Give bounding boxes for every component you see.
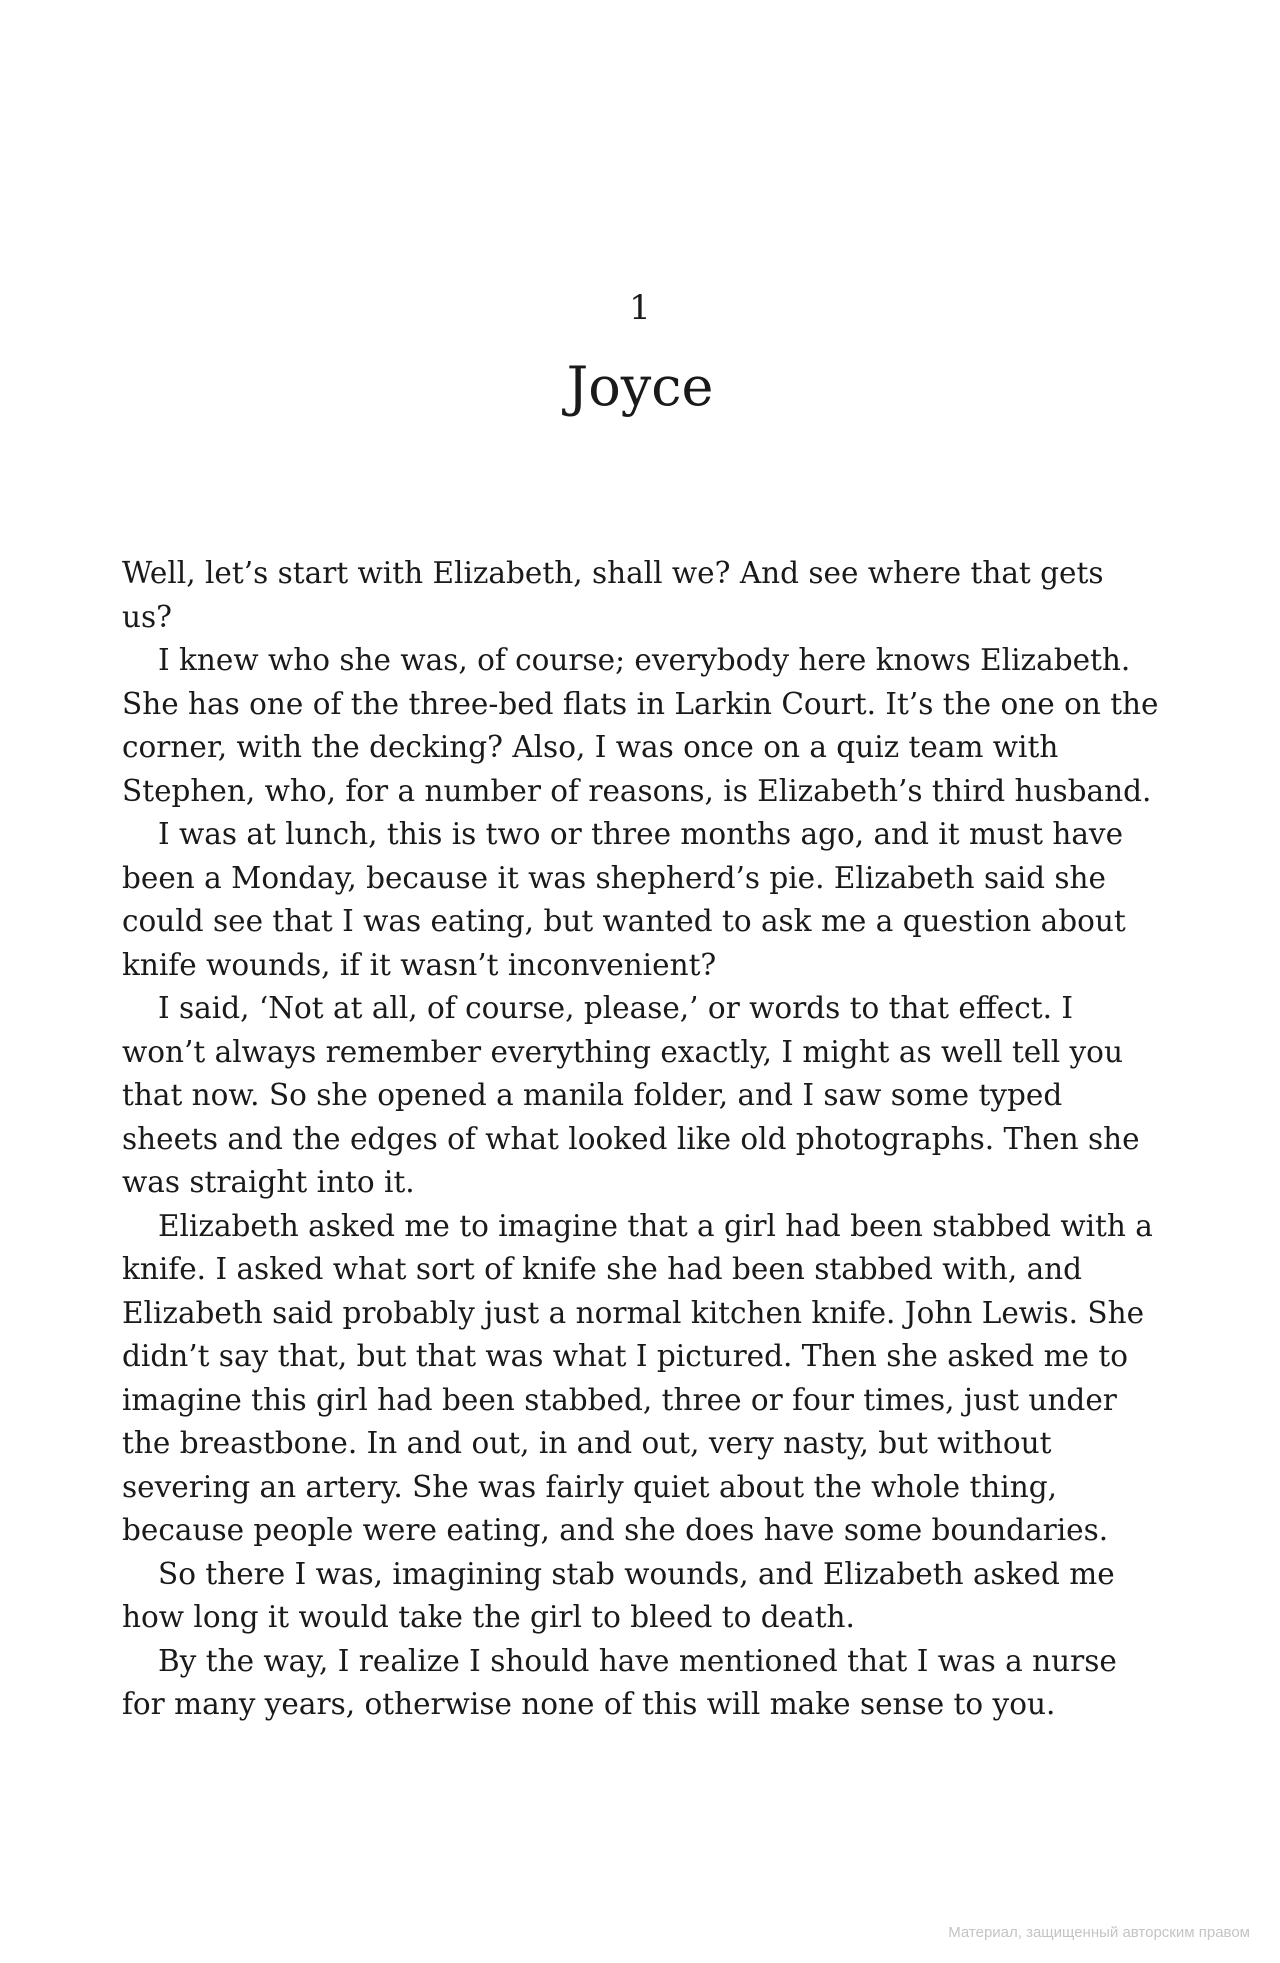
paragraph: By the way, I realize I should have mentioned that I was a nurse for many years, otherwise none of this will make sense to you. — [122, 1643, 1117, 1721]
chapter-title: Joyce — [566, 355, 714, 418]
paragraph: Well, let’s start with Elizabeth, shall we? And see where that gets us? — [122, 556, 1104, 634]
chapter-number: 1 — [629, 288, 651, 328]
paragraph: I said, ‘Not at all, of course, please,’ or words to that effect. I won’t always remember everything exactly, I might as well tell you that now. So she opened a manila folder, and I saw some typed sheets and the edges of what looked like old photographs. Then she was straight into it. — [122, 991, 1140, 1199]
paragraph: I was at lunch, this is two or three months ago, and it must have been a Monday, because it was shepherd’s pie. Elizabeth said she could see that I was eating, but wanted to ask me a question about knife wounds, if it wasn’t inconvenient? — [122, 817, 1126, 982]
paragraph: So there I was, imagining stab wounds, and Elizabeth asked me how long it would take the girl to bleed to death. — [122, 1556, 1115, 1634]
paragraph: Elizabeth asked me to imagine that a girl had been stabbed with a knife. I asked what sort of knife she had been stabbed with, and Elizabeth said probably just a normal kitchen knife. John Lewis. She didn’t say that, but that was what I pictured. Then she asked me to imagine this girl had been stabbed, three or four times, just under the breastbone. In and out, in and out, very nasty, but without severing an artery. She was fairly quiet about the whole thing, because people were eating, and she does have some boundaries. — [122, 1208, 1153, 1547]
paragraph: I knew who she was, of course; everybody here knows Elizabeth. She has one of the three-bed flats in Larkin Court. It’s the one on the corner, with the decking? Also, I was once on a quiz team with Stephen, who, for a number of reasons, is Elizabeth’s third husband. — [122, 643, 1159, 808]
copyright-watermark: Материал, защищенный авторским правом — [948, 1924, 1250, 1941]
chapter-body — [122, 552, 1162, 1727]
